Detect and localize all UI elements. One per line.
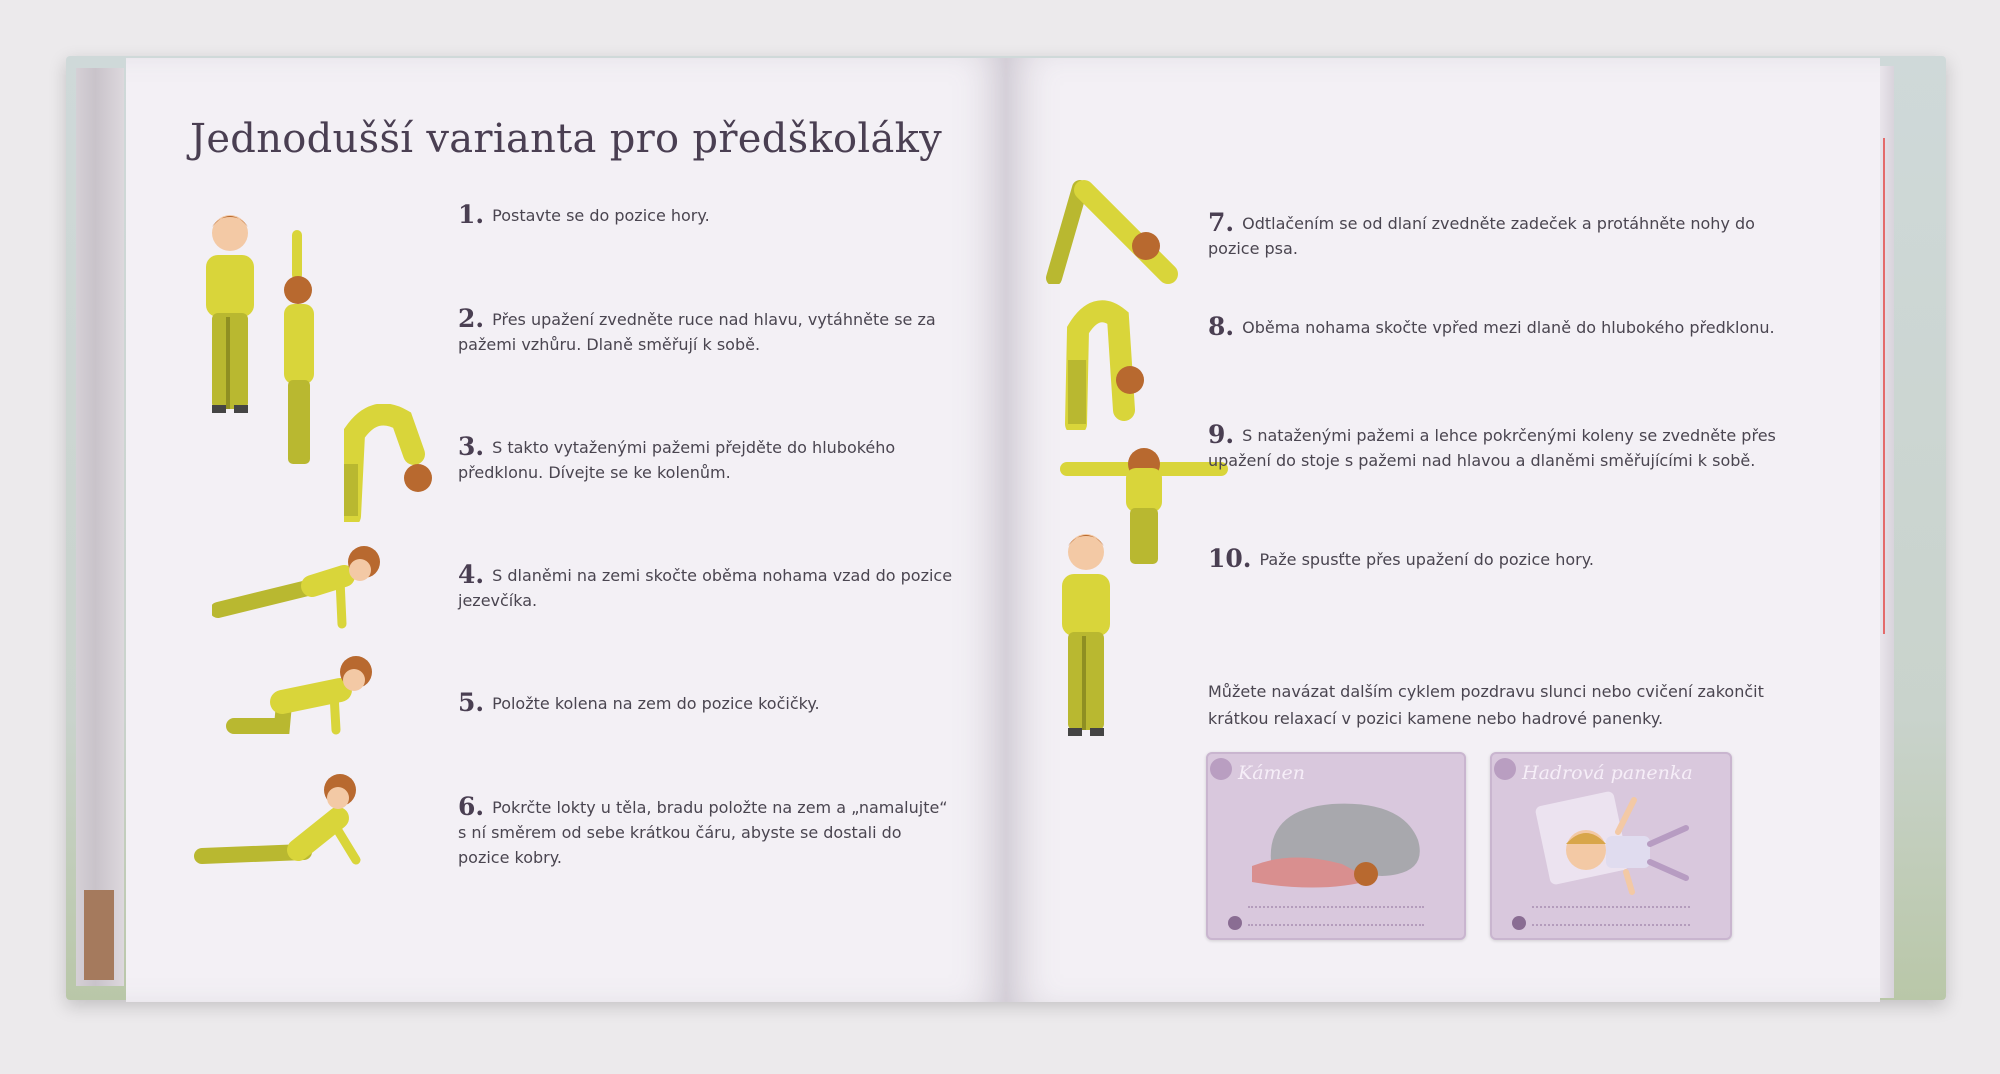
step-number: 5.	[458, 688, 485, 717]
card-caption-lines	[1248, 906, 1424, 926]
flower-icon	[1226, 914, 1244, 932]
book-spine-edge	[76, 68, 124, 986]
card-title: Kámen	[1238, 762, 1306, 784]
stone-illustration	[1232, 790, 1442, 900]
card-title: Hadrová panenka	[1522, 762, 1693, 784]
step-8	[1208, 314, 1808, 340]
step-number: 10.	[1208, 544, 1252, 573]
step-9	[1208, 422, 1788, 473]
step-5	[458, 690, 978, 716]
figure-mountain-pose	[190, 205, 270, 420]
step-4	[458, 562, 978, 613]
step-2	[458, 306, 978, 357]
card-caption-lines	[1532, 906, 1690, 926]
card-corner-tag	[1494, 758, 1516, 780]
step-1	[458, 202, 978, 228]
step-text: Paže spusťte přes upažení do pozice hory.	[1259, 550, 1594, 569]
figure-arms-up-pose	[274, 230, 322, 470]
step-number: 8.	[1208, 312, 1235, 341]
figure-dog-pose	[1040, 172, 1180, 284]
step-text: S dlaněmi na zemi skočte oběma nohama vzad do pozice jezevčíka.	[458, 566, 953, 610]
step-7	[1208, 210, 1808, 261]
figure-plank-pose	[212, 540, 387, 630]
figure-cat-pose	[222, 650, 382, 740]
pose-card-stone	[1206, 752, 1466, 940]
step-text: Položte kolena na zem do pozice kočičky.	[492, 694, 820, 713]
rag-doll-illustration	[1522, 788, 1702, 898]
step-number: 7.	[1208, 208, 1235, 237]
step-3	[458, 434, 978, 485]
step-number: 2.	[458, 304, 485, 333]
pose-card-rag-doll	[1490, 752, 1732, 940]
flower-icon	[1510, 914, 1528, 932]
figure-cobra-pose	[194, 768, 374, 878]
step-text: Postavte se do pozice hory.	[492, 206, 710, 225]
step-text: Pokrčte lokty u těla, bradu položte na zem a „namalujte“ s ní směrem od sebe krátkou čáru, abyste se dostali do pozice kobry.	[458, 798, 948, 867]
step-text: Přes upažení zvedněte ruce nad hlavu, vytáhněte se za pažemi vzhůru. Dlaně směřují k sobě.	[458, 310, 936, 354]
card-corner-tag	[1210, 758, 1232, 780]
step-6	[458, 794, 958, 870]
step-number: 6.	[458, 792, 485, 821]
step-text: S takto vytaženými pažemi přejděte do hlubokého předklonu. Dívejte se ke kolenům.	[458, 438, 896, 482]
step-text: S nataženými pažemi a lehce pokrčenými koleny se zvedněte přes upažení do stoje s pažemi nad hlavou a dlaněmi směřujícími k sobě.	[1208, 426, 1776, 470]
figure-mountain-pose-final	[1046, 524, 1126, 742]
step-number: 1.	[458, 200, 485, 229]
step-number: 3.	[458, 432, 485, 461]
step-text: Odtlačením se od dlaní zvedněte zadeček a protáhněte nohy do pozice psa.	[1208, 214, 1755, 258]
step-10	[1208, 546, 1808, 572]
figure-forward-bend-pose	[344, 404, 434, 522]
step-number: 9.	[1208, 420, 1235, 449]
closing-note: Můžete navázat dalším cyklem pozdravu slunci nebo cvičení zakončit krátkou relaxací v pozici kamene nebo hadrové panenky.	[1208, 682, 1764, 728]
step-number: 4.	[458, 560, 485, 589]
bookmark-ribbon	[1883, 138, 1885, 634]
figure-deep-bend-pose	[1064, 300, 1144, 430]
step-text: Oběma nohama skočte vpřed mezi dlaně do hlubokého předklonu.	[1242, 318, 1775, 337]
page-title: Jednodušší varianta pro předškoláky	[190, 116, 943, 162]
